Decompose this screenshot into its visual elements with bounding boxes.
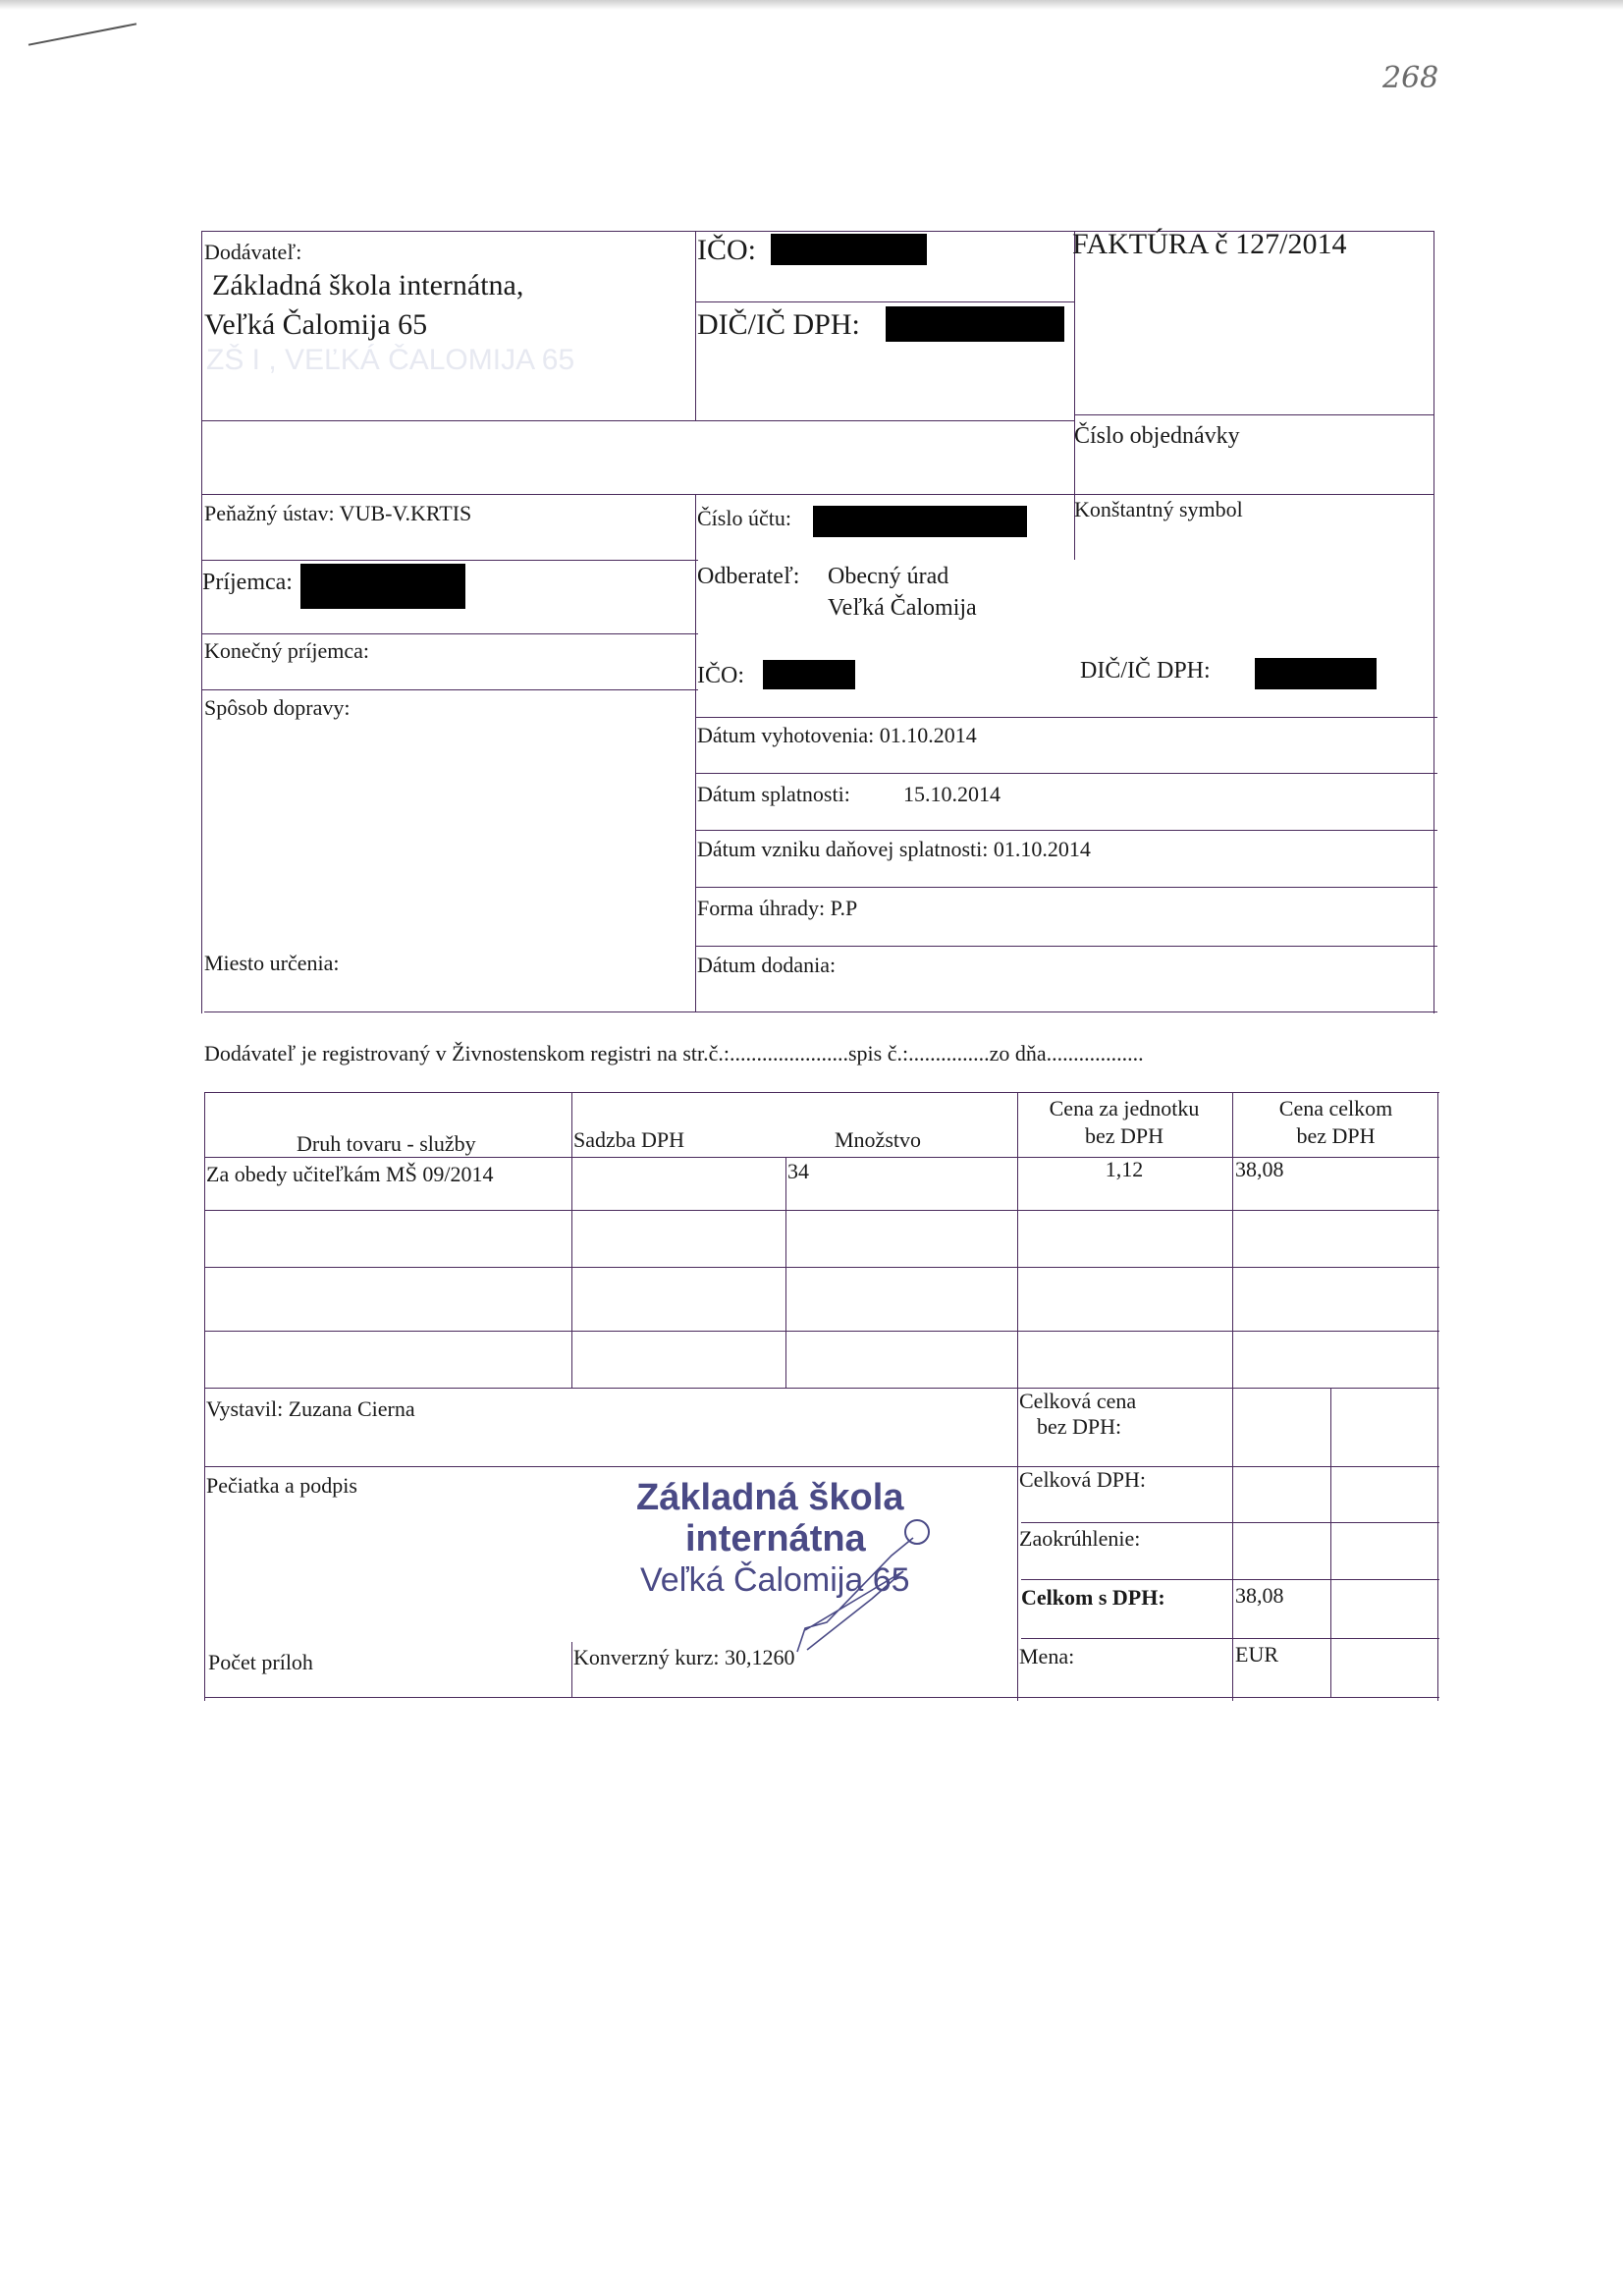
- date-issued: Dátum vyhotovenia: 01.10.2014: [697, 723, 977, 747]
- rule: [1021, 1579, 1439, 1580]
- rule: [204, 1697, 1439, 1698]
- total-with-vat-value: 38,08: [1235, 1583, 1284, 1608]
- rule: [695, 946, 1437, 947]
- invoice-title: FAKTÚRA č 127/2014: [1072, 228, 1347, 260]
- page-top-shadow: [0, 0, 1623, 10]
- destination-label: Miesto určenia:: [204, 951, 340, 975]
- payment-form: Forma úhrady: P.P: [697, 896, 858, 920]
- rule: [1232, 1092, 1233, 1701]
- account-label: Číslo účtu:: [697, 506, 791, 530]
- attachments-label: Počet príloh: [208, 1650, 313, 1674]
- supplier-ico-label: IČO:: [697, 234, 756, 266]
- rule: [201, 689, 698, 690]
- stamp-line1: Základná škola: [636, 1477, 904, 1518]
- supplier-name-line2: Veľká Čalomija 65: [204, 308, 428, 341]
- redaction-block: [763, 660, 855, 689]
- bank-label: Peňažný ústav: VUB-V.KRTIS: [204, 501, 472, 525]
- supplier-label: Dodávateľ:: [204, 240, 302, 264]
- rule: [1021, 1522, 1439, 1523]
- total-net-label-l1: Celková cena: [1019, 1389, 1137, 1413]
- currency-label: Mena:: [1019, 1644, 1075, 1668]
- rule: [204, 1092, 205, 1701]
- due-date-label: Dátum splatnosti:: [697, 782, 850, 806]
- rule: [1074, 414, 1434, 415]
- rule: [201, 231, 202, 1013]
- due-date-value: 15.10.2014: [903, 782, 1001, 806]
- delivery-date-label: Dátum dodania:: [697, 953, 837, 977]
- rule: [695, 231, 696, 420]
- rule: [1017, 1092, 1018, 1701]
- rule: [204, 1011, 1437, 1012]
- redaction-block: [771, 234, 927, 265]
- registration-text: Dodávateľ je registrovaný v Živnostenskom registri na str.č.:......................spis č.:...............zo dňa..................: [204, 1041, 1144, 1066]
- rule: [204, 1267, 1439, 1268]
- rule: [1021, 1638, 1439, 1639]
- signature-scribble: [785, 1532, 923, 1660]
- tax-point-date: Dátum vzniku daňovej splatnosti: 01.10.2014: [697, 837, 1091, 861]
- header-total-l1: Cena celkom: [1278, 1096, 1393, 1121]
- row-goods: Za obedy učiteľkám MŠ 09/2014: [206, 1162, 494, 1186]
- customer-ico-label: IČO:: [697, 663, 744, 688]
- row-unit-price: 1,12: [1105, 1157, 1144, 1181]
- rule: [695, 301, 1074, 302]
- scan-mark: [28, 23, 136, 45]
- show-through-ghost: ZŠ I , VEĽKÁ ČALOMIJA 65: [206, 344, 575, 376]
- rule: [201, 420, 1074, 421]
- rule: [204, 1092, 1439, 1093]
- stamp-line3: Veľká Čalomija 65: [640, 1561, 910, 1599]
- customer-name-line2: Veľká Čalomija: [828, 595, 977, 621]
- order-number-label: Číslo objednávky: [1074, 423, 1240, 449]
- rule: [571, 1642, 572, 1697]
- transport-label: Spôsob dopravy:: [204, 695, 351, 720]
- rule: [201, 494, 1434, 495]
- redaction-block: [813, 506, 1027, 537]
- rule: [201, 560, 698, 561]
- rule: [204, 1331, 1439, 1332]
- issued-by: Vystavil: Zuzana Cierna: [206, 1396, 415, 1421]
- rule: [571, 1092, 572, 1388]
- rule: [1330, 1388, 1331, 1697]
- customer-label: Odberateľ:: [697, 564, 800, 589]
- row-total: 38,08: [1235, 1157, 1284, 1181]
- handwritten-page-number: 268: [1382, 61, 1439, 95]
- rule: [204, 1210, 1439, 1211]
- header-total-l2: bez DPH: [1296, 1123, 1376, 1148]
- rule: [785, 1157, 786, 1388]
- row-quantity: 34: [787, 1159, 809, 1183]
- supplier-dic-label: DIČ/IČ DPH:: [697, 308, 860, 341]
- rule: [695, 494, 696, 1011]
- rule: [695, 830, 1437, 831]
- header-goods: Druh tovaru - služby: [297, 1131, 476, 1156]
- rule: [1437, 1092, 1438, 1701]
- rounding-label: Zaokrúhlenie:: [1019, 1526, 1141, 1551]
- rule: [204, 1388, 1439, 1389]
- conversion-rate: Konverzný kurz: 30,1260: [573, 1645, 795, 1669]
- rule: [695, 717, 1437, 718]
- rule: [204, 1466, 1439, 1467]
- stamp-line2: internátna: [685, 1518, 866, 1559]
- header-vat-rate: Sadzba DPH: [573, 1127, 685, 1152]
- header-unit-price-l2: bez DPH: [1084, 1123, 1164, 1148]
- total-with-vat-label: Celkom s DPH:: [1021, 1585, 1165, 1610]
- rule: [695, 887, 1437, 888]
- header-quantity: Množstvo: [835, 1127, 921, 1152]
- constant-symbol-label: Konštantný symbol: [1074, 497, 1243, 521]
- customer-name-line1: Obecný úrad: [828, 564, 949, 589]
- rule: [695, 773, 1437, 774]
- stamp-signature-label: Pečiatka a podpis: [206, 1473, 357, 1498]
- supplier-name-line1: Základná škola internátna,: [212, 269, 524, 301]
- customer-dic-label: DIČ/IČ DPH:: [1080, 658, 1211, 683]
- rule: [201, 633, 698, 634]
- currency-value: EUR: [1235, 1642, 1278, 1667]
- total-vat-label: Celková DPH:: [1019, 1467, 1146, 1492]
- recipient-label: Príjemca:: [202, 570, 293, 595]
- redaction-block: [1255, 658, 1377, 689]
- redaction-block: [886, 306, 1064, 342]
- header-unit-price-l1: Cena za jednotku: [1049, 1096, 1200, 1121]
- total-net-label-l2: bez DPH:: [1037, 1414, 1122, 1439]
- final-recipient-label: Konečný príjemca:: [204, 638, 369, 663]
- redaction-block: [300, 564, 465, 609]
